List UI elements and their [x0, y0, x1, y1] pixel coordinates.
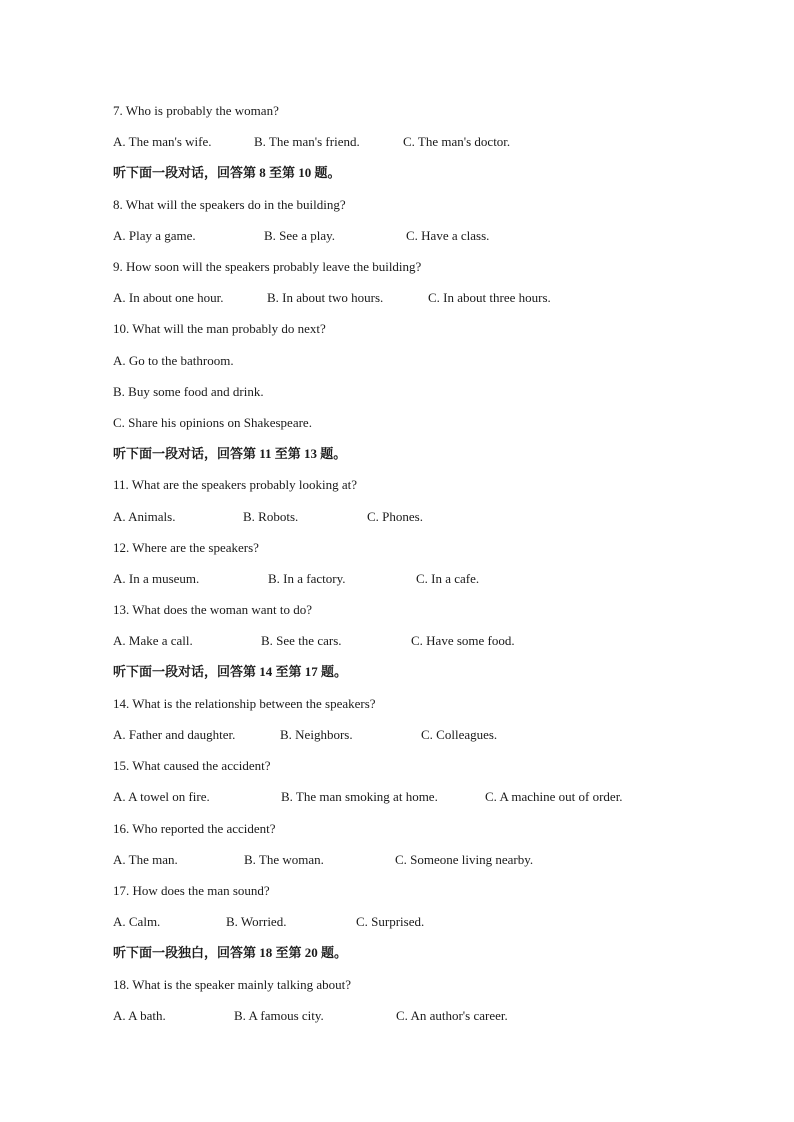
question-15-option-b: B. The man smoking at home.	[281, 789, 438, 804]
question-18-option-c: C. An author's career.	[396, 1008, 508, 1023]
question-12-option-c: C. In a cafe.	[416, 571, 480, 586]
question-7-option-b: B. The man's friend.	[254, 134, 360, 149]
question-7: 7. Who is probably the woman?	[113, 103, 279, 118]
question-11: 11. What are the speakers probably looking at?	[113, 477, 358, 492]
section-heading-11-13: 听下面一段对话，回答第 11 至第 13 题。	[113, 446, 347, 461]
question-12-option-b: B. In a factory.	[268, 571, 346, 586]
question-9-option-c: C. In about three hours.	[428, 290, 551, 305]
question-15-option-c: C. A machine out of order.	[485, 789, 623, 804]
question-18-option-a: A. A bath.	[113, 1008, 166, 1023]
question-10-option-b: B. Buy some food and drink.	[113, 384, 264, 399]
section-heading-14-17: 听下面一段对话，回答第 14 至第 17 题。	[113, 664, 348, 679]
question-11-option-b: B. Robots.	[243, 509, 299, 524]
question-18: 18. What is the speaker mainly talking about?	[113, 977, 352, 992]
question-9: 9. How soon will the speakers probably leave the building?	[113, 259, 422, 274]
question-8-option-c: C. Have a class.	[406, 228, 490, 243]
question-8-option-b: B. See a play.	[264, 228, 335, 243]
question-9-option-a: A. In about one hour.	[113, 290, 224, 305]
question-13-option-b: B. See the cars.	[261, 633, 342, 648]
question-14-option-b: B. Neighbors.	[280, 727, 353, 742]
section-heading-8-10: 听下面一段对话，回答第 8 至第 10 题。	[113, 165, 341, 180]
question-15-option-a: A. A towel on fire.	[113, 789, 210, 804]
question-17-option-c: C. Surprised.	[356, 914, 425, 929]
question-10: 10. What will the man probably do next?	[113, 321, 326, 336]
question-18-option-b: B. A famous city.	[234, 1008, 324, 1023]
question-7-option-a: A. The man's wife.	[113, 134, 212, 149]
question-11-option-c: C. Phones.	[367, 509, 423, 524]
question-8-option-a: A. Play a game.	[113, 228, 196, 243]
question-13-option-a: A. Make a call.	[113, 633, 193, 648]
question-14-option-a: A. Father and daughter.	[113, 727, 236, 742]
question-16-option-a: A. The man.	[113, 852, 178, 867]
question-10-option-a: A. Go to the bathroom.	[113, 353, 234, 368]
question-13: 13. What does the woman want to do?	[113, 602, 313, 617]
question-12-option-a: A. In a museum.	[113, 571, 200, 586]
question-16: 16. Who reported the accident?	[113, 821, 276, 836]
question-17-option-b: B. Worried.	[226, 914, 287, 929]
question-17-option-a: A. Calm.	[113, 914, 161, 929]
question-8: 8. What will the speakers do in the building?	[113, 197, 346, 212]
question-12: 12. Where are the speakers?	[113, 540, 259, 555]
question-7-option-c: C. The man's doctor.	[403, 134, 511, 149]
question-14-option-c: C. Colleagues.	[421, 727, 498, 742]
question-13-option-c: C. Have some food.	[411, 633, 515, 648]
section-heading-18-20: 听下面一段独白，回答第 18 至第 20 题。	[113, 945, 348, 960]
question-14: 14. What is the relationship between the speakers?	[113, 696, 376, 711]
question-9-option-b: B. In about two hours.	[267, 290, 384, 305]
question-17: 17. How does the man sound?	[113, 883, 270, 898]
question-16-option-c: C. Someone living nearby.	[395, 852, 534, 867]
question-11-option-a: A. Animals.	[113, 509, 176, 524]
question-10-option-c: C. Share his opinions on Shakespeare.	[113, 415, 312, 430]
question-15: 15. What caused the accident?	[113, 758, 271, 773]
question-16-option-b: B. The woman.	[244, 852, 324, 867]
